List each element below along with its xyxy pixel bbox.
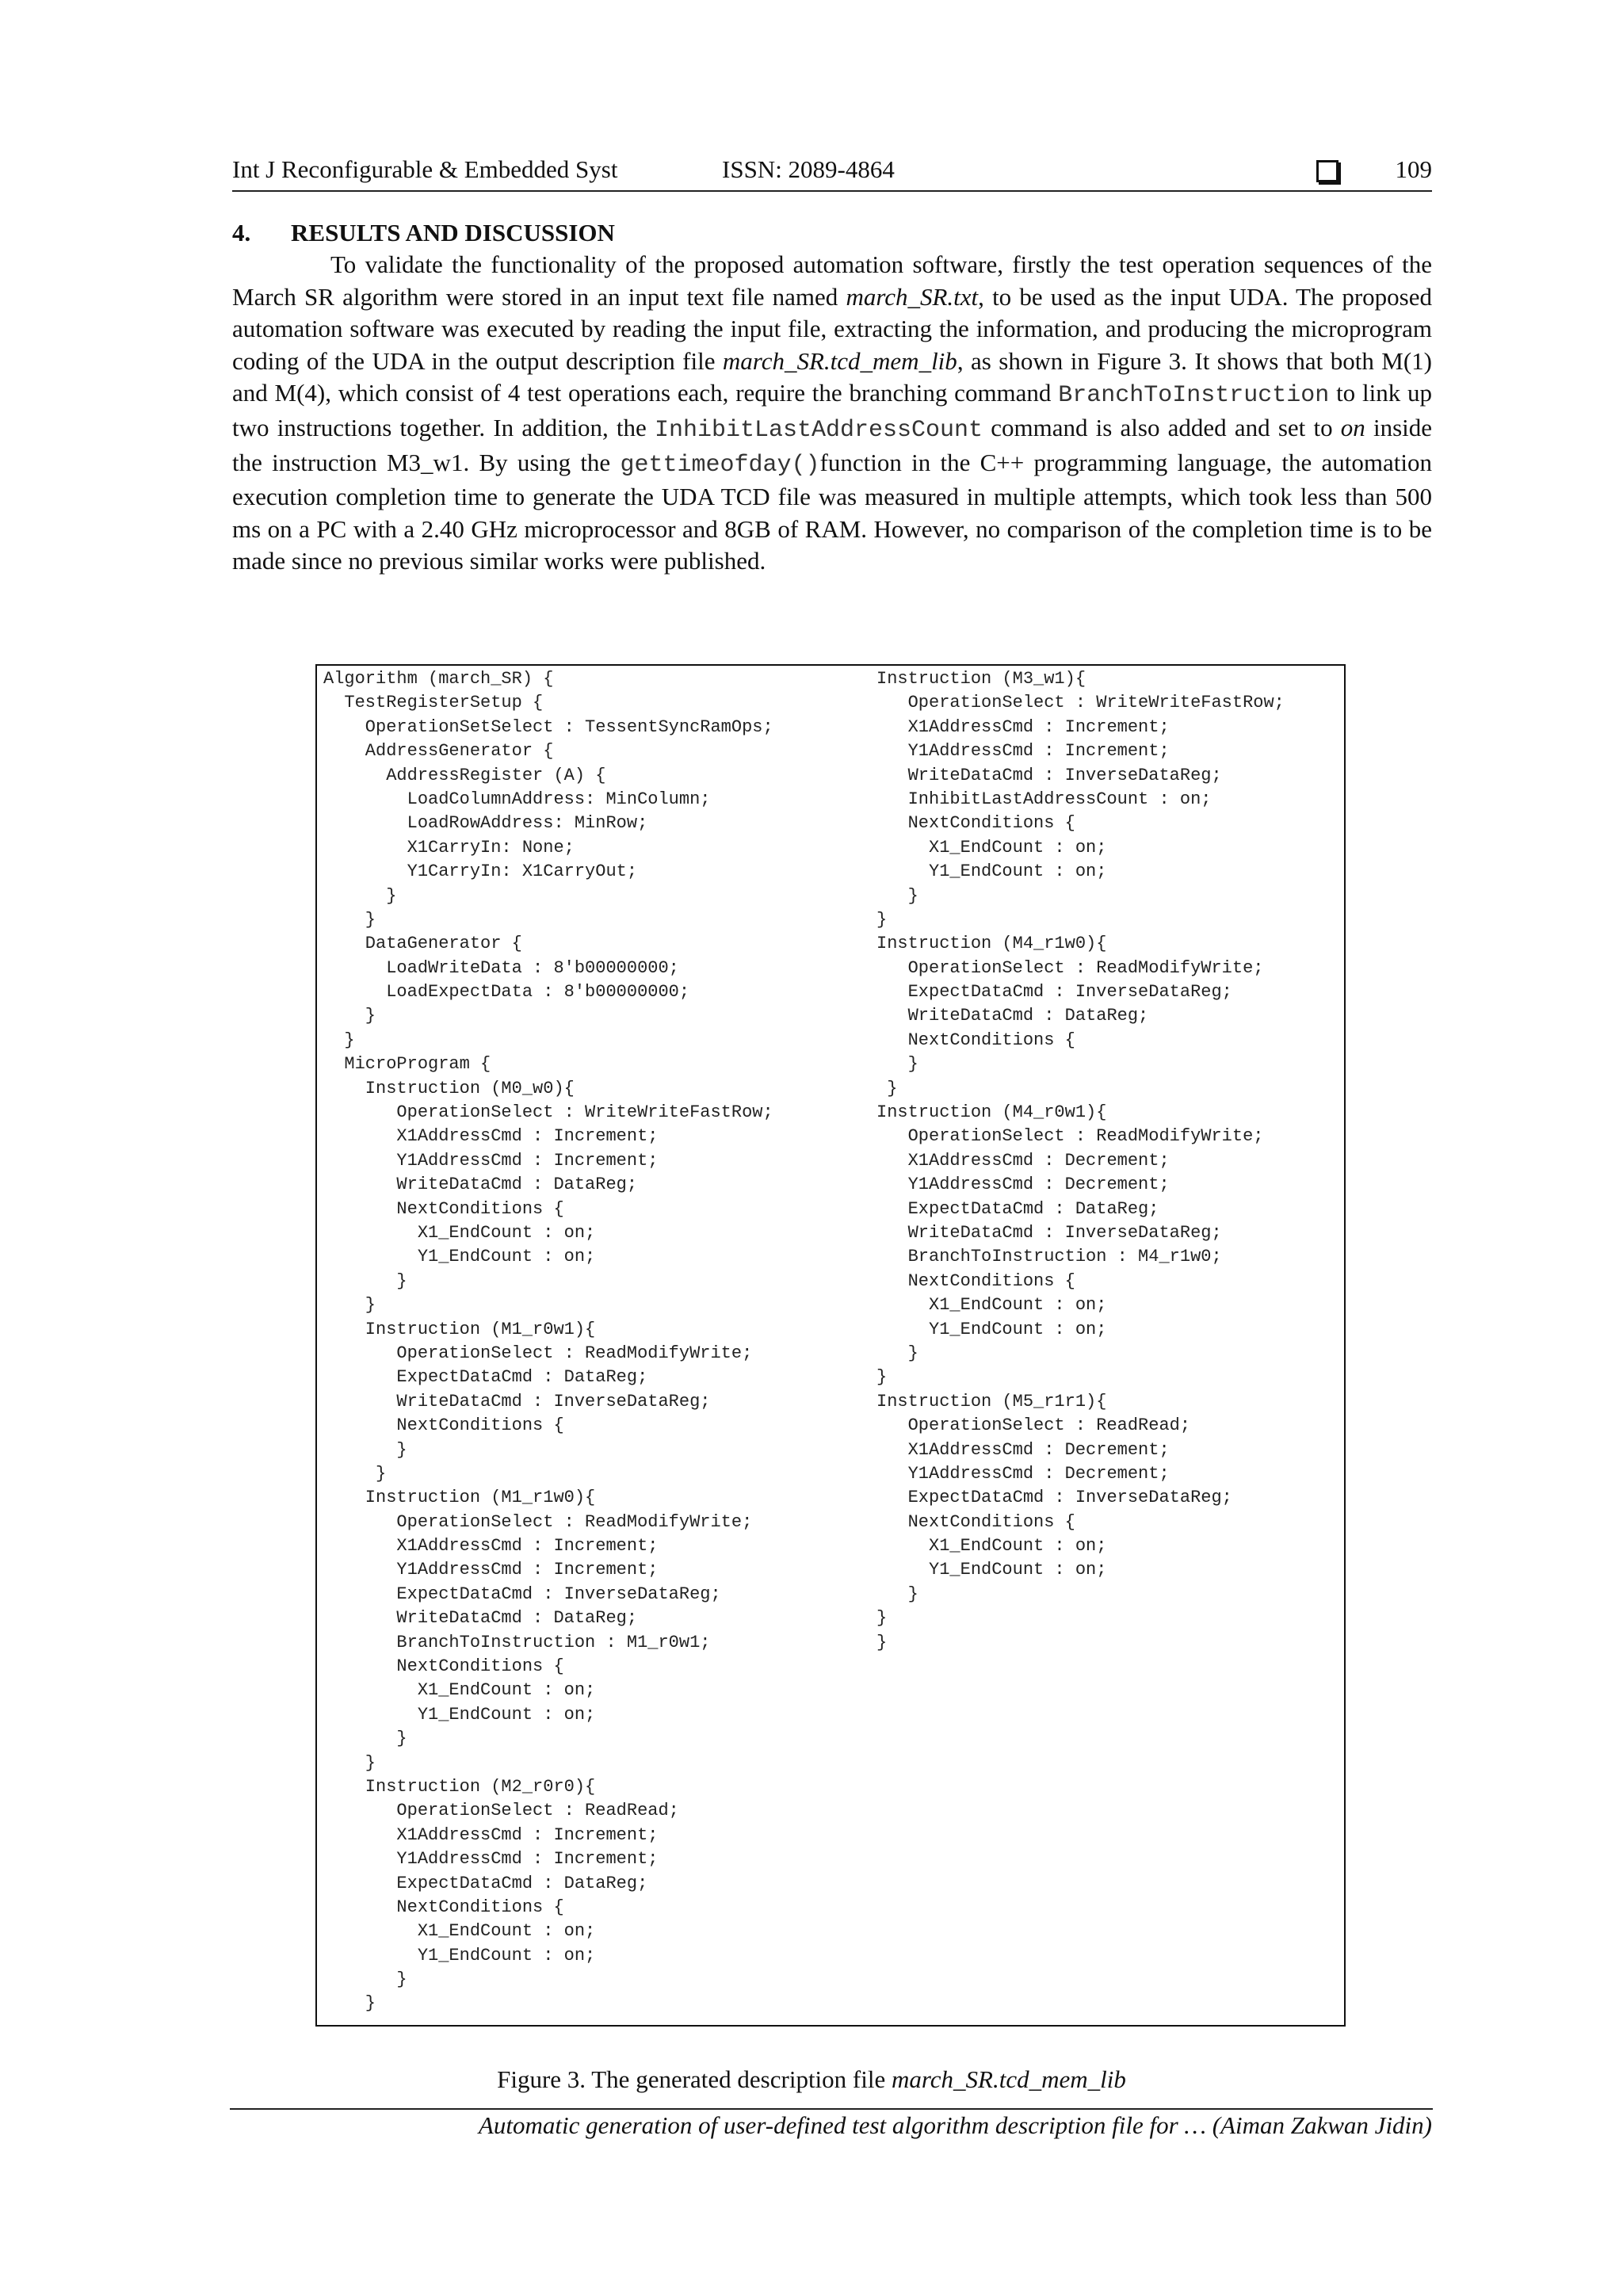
box-icon (1316, 160, 1338, 182)
code-line: WriteDataCmd : InverseDataReg; (876, 1222, 1222, 1243)
code-line: WriteDataCmd : DataReg; (876, 1006, 1149, 1026)
code-line: WriteDataCmd : DataReg; (323, 1175, 638, 1195)
code-line: NextConditions { (323, 1415, 564, 1436)
code-line: ExpectDataCmd : InverseDataReg; (323, 1584, 721, 1604)
code-inhibit-command: InhibitLastAddressCount (654, 416, 983, 444)
code-line: } (876, 1343, 918, 1363)
code-line: } (323, 1463, 387, 1484)
code-line: Y1AddressCmd : Increment; (876, 741, 1170, 762)
code-line: LoadColumnAddress: MinColumn; (323, 789, 711, 809)
code-column-left (323, 667, 773, 2016)
code-line: AddressGenerator { (323, 741, 554, 762)
code-line: ExpectDataCmd : DataReg; (323, 1367, 648, 1388)
caption-text: Figure 3. The generated description file (497, 2065, 892, 2093)
code-line: LoadRowAddress: MinRow; (323, 813, 648, 834)
code-line: } (876, 885, 918, 906)
body-paragraph (232, 249, 1432, 578)
caption-filename: march_SR.tcd_mem_lib (891, 2065, 1126, 2093)
code-line: } (876, 1367, 888, 1388)
code-line: AddressRegister (A) { (323, 765, 606, 785)
footer-text: Automatic generation of user-defined test algorithm description file for … (Aiman Zakwan Jidin) (478, 2111, 1432, 2139)
code-line: ExpectDataCmd : InverseDataReg; (876, 1488, 1232, 1508)
code-line: NextConditions { (323, 1656, 564, 1677)
code-line: X1AddressCmd : Increment; (323, 1536, 659, 1557)
code-line: X1AddressCmd : Decrement; (876, 1439, 1170, 1460)
code-line: WriteDataCmd : InverseDataReg; (323, 1391, 711, 1412)
section-heading (232, 219, 615, 247)
code-line: Y1_EndCount : on; (323, 1945, 596, 1966)
code-line: Instruction (M4_r1w0){ (876, 934, 1107, 954)
code-line: } (323, 1752, 376, 1773)
code-line: InhibitLastAddressCount : on; (876, 789, 1212, 809)
code-line: X1AddressCmd : Increment; (323, 1126, 659, 1147)
code-line: } (323, 1439, 407, 1460)
code-line: Y1_EndCount : on; (323, 1247, 596, 1267)
code-line: BranchToInstruction : M4_r1w0; (876, 1247, 1222, 1267)
code-line: } (323, 1006, 376, 1026)
paragraph-text: inside the instruction M3_w1. By using the (232, 413, 1433, 476)
code-line: Instruction (M1_r1w0){ (323, 1488, 596, 1508)
code-line: } (323, 1270, 407, 1291)
code-line: X1_EndCount : on; (323, 1222, 596, 1243)
code-line: } (323, 1729, 407, 1749)
code-line: Instruction (M1_r0w1){ (323, 1319, 596, 1339)
code-line: NextConditions { (323, 1897, 564, 1917)
code-gettimeofday: gettimeofday() (620, 451, 820, 479)
paragraph-text: , to be used as the input UDA. The proposed automation software was executed by reading the input file, extracting the information, and producing the microprogram coding of the UDA in the output description file (232, 282, 1433, 375)
paragraph-text: to link up two instructions together. In addition, the (232, 379, 1432, 441)
code-line: X1AddressCmd : Decrement; (876, 1150, 1170, 1171)
code-line: Y1CarryIn: X1CarryOut; (323, 861, 638, 882)
code-line: OperationSelect : ReadModifyWrite; (876, 957, 1264, 978)
code-line: Instruction (M5_r1r1){ (876, 1391, 1107, 1412)
code-line: } (876, 909, 888, 930)
code-line: } (323, 1993, 376, 2014)
code-line: Y1AddressCmd : Increment; (323, 1849, 659, 1870)
section-number: 4. (232, 219, 251, 246)
code-line: BranchToInstruction : M1_r0w1; (323, 1632, 711, 1652)
code-line: } (876, 1584, 918, 1604)
code-line: ExpectDataCmd : InverseDataReg; (876, 982, 1232, 1003)
code-line: Y1_EndCount : on; (876, 1319, 1107, 1339)
code-line: X1AddressCmd : Increment; (323, 1824, 659, 1845)
code-line: } (323, 1295, 376, 1316)
output-filename: march_SR.tcd_mem_lib (722, 346, 957, 375)
running-head (232, 155, 1432, 192)
code-line: X1_EndCount : on; (876, 1536, 1107, 1557)
code-line: } (323, 1030, 355, 1050)
code-line: OperationSelect : ReadModifyWrite; (323, 1343, 753, 1363)
code-line: MicroProgram { (323, 1054, 491, 1075)
code-line: NextConditions { (876, 1270, 1075, 1291)
code-line: X1_EndCount : on; (876, 1295, 1107, 1316)
code-line: } (323, 909, 376, 930)
code-line: X1AddressCmd : Increment; (876, 716, 1170, 737)
code-line: Y1_EndCount : on; (876, 1560, 1107, 1580)
journal-name: Int J Reconfigurable & Embedded Syst (232, 155, 618, 183)
code-line: OperationSelect : ReadRead; (876, 1415, 1191, 1436)
code-line: DataGenerator { (323, 934, 522, 954)
code-line: OperationSelect : WriteWriteFastRow; (323, 1102, 773, 1123)
code-line: } (323, 1969, 407, 1990)
code-line: Instruction (M0_w0){ (323, 1078, 575, 1098)
code-line: X1_EndCount : on; (323, 1921, 596, 1942)
code-line: Y1AddressCmd : Decrement; (876, 1175, 1170, 1195)
code-line: } (876, 1632, 888, 1652)
code-line: OperationSetSelect : TessentSyncRamOps; (323, 716, 773, 737)
page-number: 109 (1395, 155, 1432, 183)
code-line: NextConditions { (876, 1511, 1075, 1532)
code-line: X1_EndCount : on; (323, 1680, 596, 1701)
code-line: TestRegisterSetup { (323, 693, 544, 713)
code-line: WriteDataCmd : DataReg; (323, 1608, 638, 1629)
code-line: Y1AddressCmd : Decrement; (876, 1463, 1170, 1484)
code-branch-command: BranchToInstruction (1058, 382, 1330, 410)
code-line: Instruction (M3_w1){ (876, 669, 1086, 689)
code-line: OperationSelect : ReadModifyWrite; (876, 1126, 1264, 1147)
code-line: OperationSelect : ReadRead; (323, 1801, 679, 1821)
code-line: WriteDataCmd : InverseDataReg; (876, 765, 1222, 785)
code-line: NextConditions { (323, 1198, 564, 1219)
figure-3-code-listing (315, 664, 1346, 2027)
paragraph-text: command is also added and set to (983, 413, 1341, 441)
code-line: Instruction (M2_r0r0){ (323, 1776, 596, 1797)
on-keyword: on (1340, 413, 1365, 441)
code-line: LoadExpectData : 8'b00000000; (323, 982, 690, 1003)
code-line: Instruction (M4_r0w1){ (876, 1102, 1107, 1123)
paragraph-text: function in the C++ programming language, the automation execution completion time to generate the UDA TCD file was measured in multiple attempts, which took less than 500 ms on a PC with a 2.40 GHz microprocessor and 8GB of RAM. However, no comparison of the completion time is to be made since no previous similar works were published. (232, 448, 1432, 575)
code-line: Y1AddressCmd : Increment; (323, 1150, 659, 1171)
paragraph-text: , as shown in Figure 3. It shows that both M(1) and M(4), which consist of 4 test operations each, require the branching command (232, 346, 1432, 407)
code-line: Algorithm (march_SR) { (323, 669, 554, 689)
code-line: OperationSelect : WriteWriteFastRow; (876, 693, 1285, 713)
code-line: } (876, 1078, 898, 1098)
code-column-right (876, 667, 1285, 1655)
code-line: NextConditions { (876, 1030, 1075, 1050)
code-line: Y1AddressCmd : Increment; (323, 1560, 659, 1580)
code-line: } (323, 885, 397, 906)
code-line: } (876, 1054, 918, 1075)
code-line: LoadWriteData : 8'b00000000; (323, 957, 679, 978)
code-line: NextConditions { (876, 813, 1075, 834)
code-line: ExpectDataCmd : DataReg; (876, 1198, 1159, 1219)
code-line: X1CarryIn: None; (323, 837, 575, 858)
issn: ISSN: 2089-4864 (722, 155, 895, 183)
code-line: OperationSelect : ReadModifyWrite; (323, 1511, 753, 1532)
code-line: } (876, 1608, 888, 1629)
footer-rule (230, 2108, 1433, 2110)
code-line: ExpectDataCmd : DataReg; (323, 1873, 648, 1893)
input-filename: march_SR.txt (846, 282, 979, 311)
code-line: X1_EndCount : on; (876, 837, 1107, 858)
code-line: Y1_EndCount : on; (876, 861, 1107, 882)
figure-caption (0, 2065, 1623, 2094)
section-title: RESULTS AND DISCUSSION (291, 219, 615, 246)
paragraph-text: To validate the functionality of the proposed automation software, firstly the test operation sequences of the March SR algorithm were stored in an input text file named (232, 250, 1432, 311)
code-line: Y1_EndCount : on; (323, 1704, 596, 1725)
